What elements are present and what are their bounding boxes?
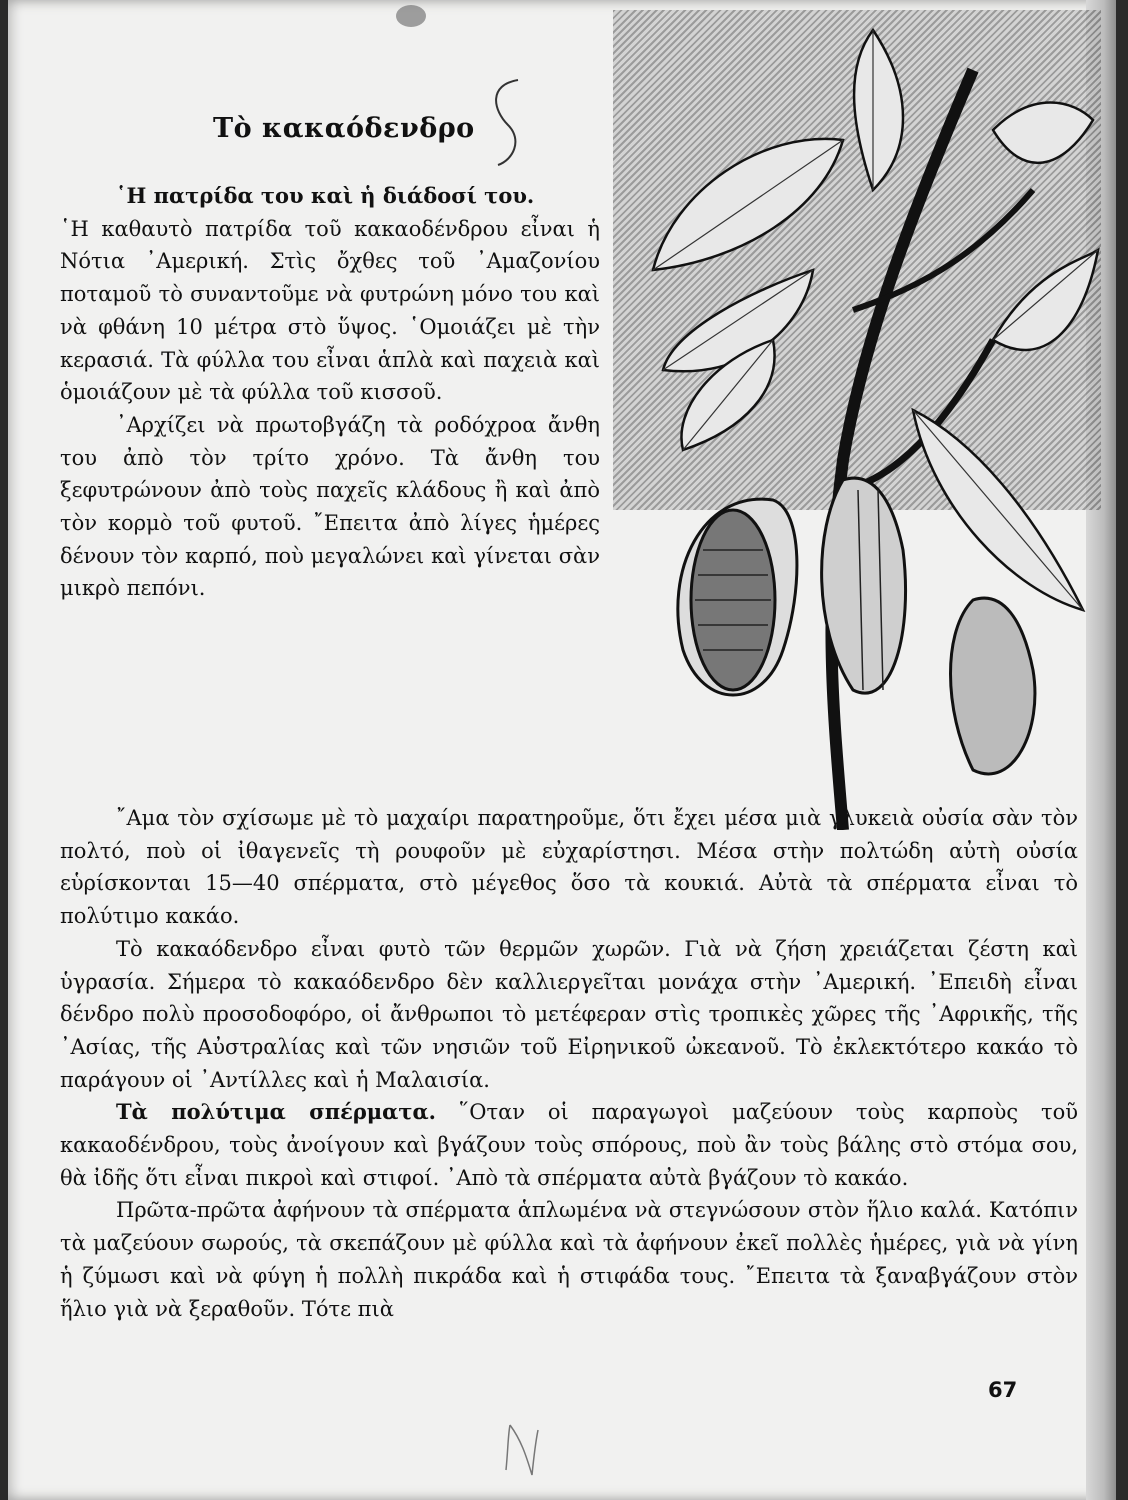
paragraph: ῎Αμα τὸν σχίσωμε μὲ τὸ μαχαίρι παρατηροῦμε, ὅτι ἔχει μέσα μιὰ γλυκειὰ οὐσία σὰν τὸν πολτό, ποὺ οἱ ἰθαγενεῖς τὴ ρουφοῦν μὲ εὐχαρίστησι. Μέσα στὴν πολτώδη αὐτὴ οὐσία εὑρίσκονται 15—40 σπέρματα, στὸ μέγεθος ὅσο τὰ κουκιά. Αὐτὰ τὰ σπέρματα εἶναι τὸ πολύτιμο κακάο. [60, 806, 1078, 929]
paragraph: ῾Η καθαυτὸ πατρίδα τοῦ κακαοδένδρου εἶναι ἡ Νότια ᾽Αμερική. Στὶς ὄχθες τοῦ ᾽Αμαζονίου ποταμοῦ τὸ συναντοῦμε νὰ φυτρώνη μόνο του καὶ νὰ φθάνη 10 μέτρα στὸ ὕψος. ῾Ομοιάζει μὲ τὴν κερασιά. Τὰ φύλλα του εἶναι ἁπλὰ καὶ παχειὰ καὶ ὁμοιάζουν μὲ τὰ φύλλα τοῦ κισσοῦ. [60, 216, 600, 405]
paragraph: ῞Οταν οἱ παραγωγοὶ μαζεύουν τοὺς καρποὺς τοῦ κακαοδένδρου, τοὺς ἀνοίγουν καὶ βγάζουν τοὺς σπόρους, ποὺ ἂν τοὺς βάλης στὸ στόμα σου, θὰ ἰδῆς ὅτι εἶναι πικροὶ καὶ στιφοί. ᾽Απὸ τὰ σπέρματα αὐτὰ βγάζουν τὸ κακάο. [60, 1100, 1079, 1190]
paragraph: Πρῶτα-πρῶτα ἀφήνουν τὰ σπέρματα ἁπλωμένα νὰ στεγνώσουν στὸν ἥλιο καλά. Κατόπιν τὰ μαζεύουν σωρούς, τὰ σκεπάζουν μὲ φύλλα καὶ τὰ ἀφήνουν ἐκεῖ πολλὲς ἡμέρες, γιὰ νὰ γίνη ἡ ζύμωσι καὶ νὰ φύγη ἡ πολλὴ πικράδα καὶ ἡ στιφάδα τους. ῎Επειτα τὰ ξαναβγάζουν στὸν ἥλιο γιὰ νὰ ξεραθοῦν. Τότε πιὰ [60, 1198, 1078, 1321]
section-heading: ῾Η πατρίδα του καὶ ἡ διάδοσί του. [116, 183, 535, 208]
pencil-scribble-icon [496, 1420, 546, 1480]
paragraph: ᾽Αρχίζει νὰ πρωτοβγάζη τὰ ροδόχροα ἄνθη του ἀπὸ τὸν τρίτο χρόνο. Τὰ ἄνθη του ξεφυτρώνουν ἀπὸ τοὺς παχεῖς κλάδους ἢ καὶ ἀπὸ τὸν κορμὸ τοῦ φυτοῦ. ῎Επειτα ἀπὸ λίγες ἡμέρες δένουν τὸν καρπό, ποὺ μεγαλώνει καὶ γίνεται σὰν μικρὸ πεπόνι. [60, 412, 600, 601]
page-title: Τὸ κακαόδενδρο [213, 113, 475, 144]
text-column-wide [60, 802, 1078, 1325]
page-number: 67 [988, 1378, 1018, 1402]
book-page [8, 0, 1116, 1500]
cacao-branch-illustration [613, 10, 1101, 830]
paragraph: Τὸ κακαόδενδρο εἶναι φυτὸ τῶν θερμῶν χωρῶν. Γιὰ νὰ ζήση χρειάζεται ζέστη καὶ ὑγρασία. Σήμερα τὸ κακαόδενδρο δὲν καλλιεργεῖται μονάχα στὴν ᾽Αμερική. ᾽Επειδὴ εἶναι δένδρο πολὺ προσοδοφόρο, οἱ ἄνθρωποι τὸ μετέφεραν στὶς τροπικὲς χῶρες τῆς ᾽Αφρικῆς, τῆς ᾽Ασίας, τῆς Αὐστραλίας καὶ τῶν νησιῶν τοῦ Εἰρηνικοῦ ὠκεανοῦ. Τὸ ἐκλεκτότερο κακάο τὸ παράγουν οἱ ᾽Αντίλλες καὶ ἡ Μαλαισία. [60, 936, 1078, 1092]
pencil-mark-icon [478, 75, 538, 170]
section-heading: Τὰ πολύτιμα σπέρματα. [116, 1099, 436, 1125]
ink-blot [396, 5, 426, 27]
text-column-narrow [60, 180, 600, 605]
